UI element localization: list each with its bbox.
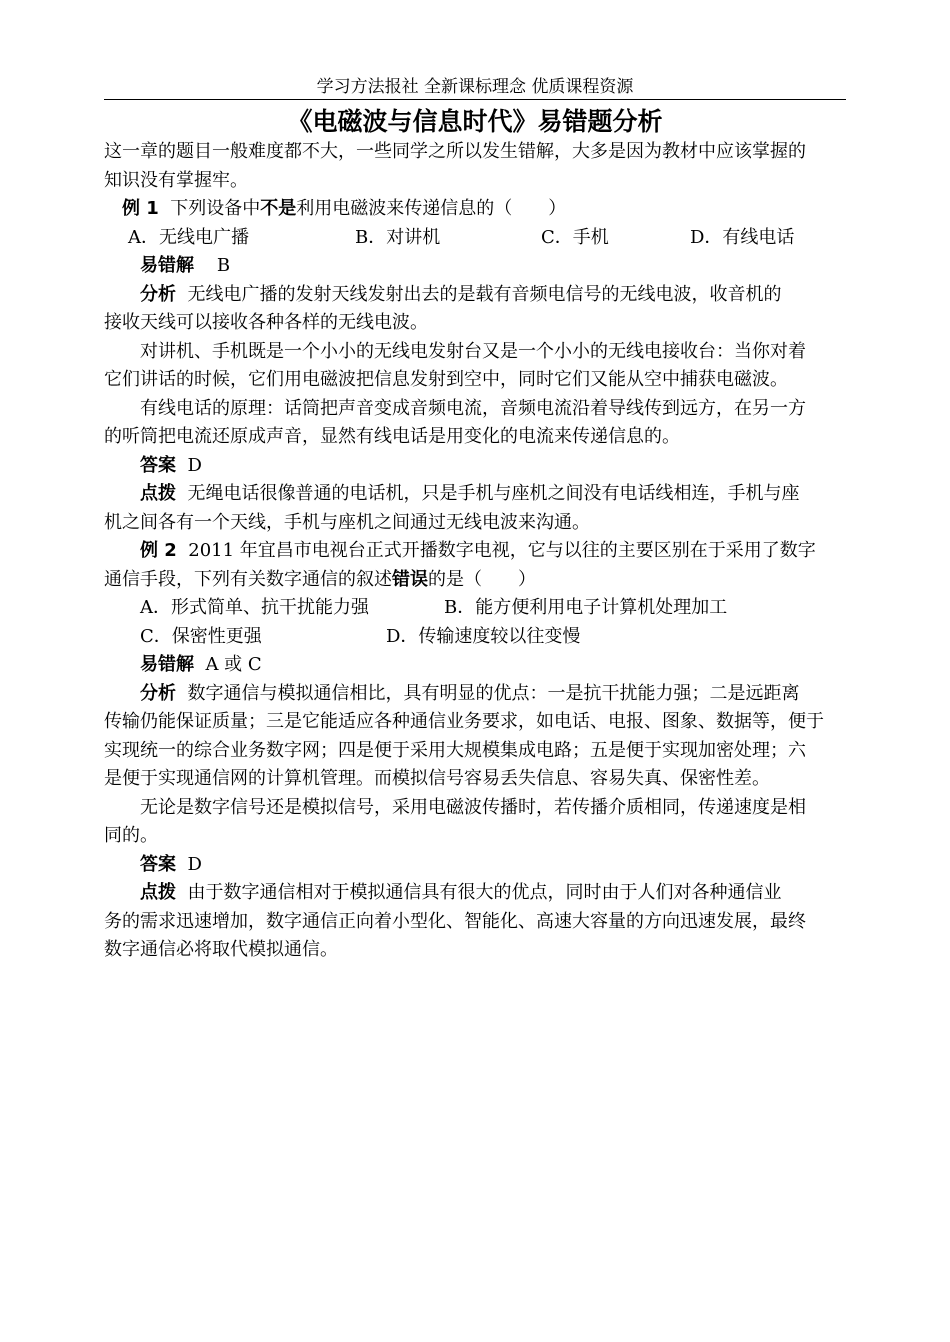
ex2-analysis-line: 分析 数字通信与模拟通信相比，具有明显的优点：一是抗干扰能力强；二是远距离 [140,682,800,704]
ex2-wrong-label: 易错解 [140,654,194,675]
ex1-wrong-answer: 易错解 B [140,255,231,276]
ex1-emphasis: 不是 [260,198,297,219]
ex2-option-c: C．保密性更强 [140,625,262,647]
ex1-option-a: A．无线电广播 [128,226,249,248]
ex1-analysis-line: 它们讲话的时候，它们用电磁波把信息发射到空中，同时它们又能从空中捕获电磁波。 [104,369,788,390]
ex2-tip-label: 点拨 [140,882,176,903]
ex2-analysis-line: 传输仍能保证质量；三是它能适应各种通信业务要求，如电话、电报、图象、数据等，便于 [104,711,824,732]
ex2-analysis-line: 无论是数字信号还是模拟信号，采用电磁波传播时，若传播介质相同，传递速度是相 [140,796,806,818]
ex1-wrong-label: 易错解 [140,255,194,276]
ex2-question-line-1: 例 2 2011 年宜昌市电视台正式开播数字电视，它与以往的主要区别在于采用了数字 [140,540,816,561]
ex2-answer-label: 答案 [140,853,176,875]
ex1-analysis-line: 的听筒把电流还原成声音，显然有线电话是用变化的电流来传递信息的。 [104,426,680,447]
ex1-analysis-label: 分析 [140,283,176,305]
page-header: 学习方法报社 全新课标理念 优质课程资源 [316,77,634,97]
ex1-options [104,224,846,253]
ex2-analysis-line: 是便于实现通信网的计算机管理。而模拟信号容易丢失信息、容易失真、保密性差。 [104,768,770,789]
ex2-analysis-line: 实现统一的综合业务数字网；四是便于采用大规模集成电路；五是便于实现加密处理；六 [104,739,806,761]
ex2-answer: 答案 D [140,853,202,875]
ex1-tip-line: 点拨 无绳电话很像普通的电话机，只是手机与座机之间没有电话线相连，手机与座 [140,483,800,504]
ex1-analysis-line: 分析 无线电广播的发射天线发射出去的是载有音频电信号的无线电波，收音机的 [140,283,782,305]
ex1-option-d: D．有线电话 [690,226,795,248]
ex2-options-row-2 [104,623,846,652]
ex1-tip-line: 机之间各有一个天线，手机与座机之间通过无线电波来沟通。 [104,511,590,533]
ex1-answer-label: 答案 [140,454,176,476]
page-title: 《电磁波与信息时代》易错题分析 [287,107,663,136]
ex2-tip-line: 务的需求迅速增加，数字通信正向着小型化、智能化、高速大容量的方向迅速发展，最终 [104,910,806,932]
ex1-option-c: C．手机 [541,226,609,248]
ex1-analysis-line: 对讲机、手机既是一个小小的无线电发射台又是一个小小的无线电接收台：当你对着 [140,340,806,362]
ex2-tip-line: 点拨 由于数字通信相对于模拟通信具有很大的优点，同时由于人们对各种通信业 [140,882,782,903]
ex1-option-b: B．对讲机 [355,226,441,248]
header-divider [104,99,846,100]
ex2-option-b: B．能方便利用电子计算机处理加工 [444,597,728,618]
ex2-emphasis: 错误 [392,568,428,590]
article-body [104,138,846,965]
ex1-answer: 答案 D [140,454,202,476]
ex2-option-d: D．传输速度较以往变慢 [386,625,581,647]
ex2-wrong-answer: 易错解 A 或 C [140,654,262,675]
ex1-analysis-line: 接收天线可以接收各种各样的无线电波。 [104,312,428,333]
intro-line-1: 这一章的题目一般难度都不大，一些同学之所以发生错解，大多是因为教材中应该掌握的 [104,141,806,162]
ex2-tip-line: 数字通信必将取代模拟通信。 [104,939,338,960]
ex2-analysis-line: 同的。 [104,825,158,846]
ex1-tip-label: 点拨 [140,483,176,504]
ex1-label: 例 1 [122,198,159,219]
ex1-analysis-line: 有线电话的原理：话筒把声音变成音频电流，音频电流沿着导线传到远方，在另一方 [140,397,806,419]
intro-line-2: 知识没有掌握牢。 [104,169,248,191]
ex2-label: 例 2 [140,540,177,561]
ex2-options-row-1 [104,594,846,623]
ex2-option-a: A．形式简单、抗干扰能力强 [140,597,369,618]
ex2-question-line-2: 通信手段，下列有关数字通信的叙述错误的是（ ） [104,568,536,590]
ex1-question: 例 1 下列设备中不是利用电磁波来传递信息的（ ） [122,198,567,219]
ex2-analysis-label: 分析 [140,682,176,704]
